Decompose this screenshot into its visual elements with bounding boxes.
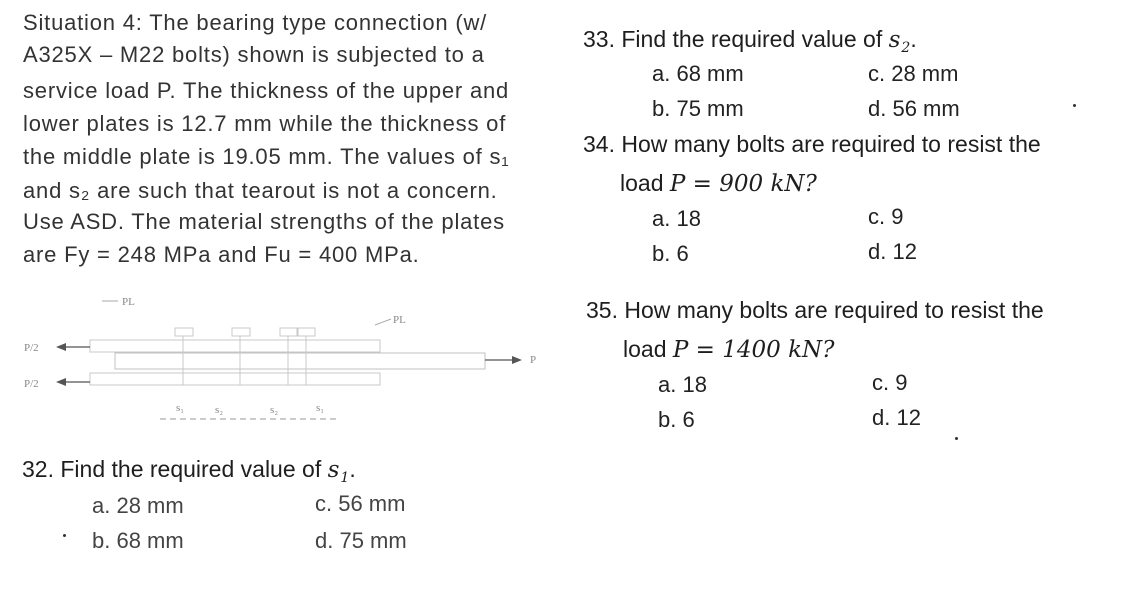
bolt-heads (175, 328, 315, 385)
situation-line-8: are Fy = 248 MPa and Fu = 400 MPa. (23, 242, 420, 267)
math-symbol: s (327, 457, 340, 483)
question-35-stem-line-2 (623, 338, 834, 362)
situation-line-3: service load P. The thickness of the upper and (23, 78, 510, 103)
spacing-label-s2-right: s₂ (270, 404, 279, 416)
question-number: 33. (583, 26, 615, 52)
spacing-dimensions (160, 402, 340, 419)
situation-line-1: Situation 4: The bearing type connection (w/ (23, 10, 488, 35)
math-symbol: s (888, 27, 901, 53)
question-33-stem (583, 26, 917, 56)
spacing-label-s1-left: s₁ (176, 402, 185, 414)
question-number: 34. (583, 131, 615, 157)
math-subscript: 2 (901, 40, 911, 56)
question-number: 35. (586, 297, 618, 323)
option-32-d[interactable]: d. 75 mm (315, 528, 407, 553)
scan-speck (1073, 104, 1076, 107)
option-35-c[interactable]: c. 9 (872, 370, 908, 395)
option-33-a[interactable]: a. 68 mm (652, 61, 744, 86)
question-text: Find the required value of (621, 26, 883, 52)
scan-speck (63, 534, 66, 537)
question-34-stem-line-2 (620, 172, 817, 196)
option-32-b[interactable]: b. 68 mm (92, 528, 184, 553)
question-34-stem-line-1 (583, 133, 1041, 156)
option-33-d[interactable]: d. 56 mm (868, 96, 960, 121)
question-32-stem (22, 456, 356, 486)
situation-line-4: lower plates is 12.7 mm while the thickness of (23, 111, 507, 136)
situation-line-7: Use ASD. The material strengths of the plates (23, 209, 505, 234)
question-tail: . (349, 456, 356, 482)
plate-middle (115, 353, 485, 369)
situation-line-5: the middle plate is 19.05 mm. The values of s₁ (23, 144, 510, 169)
math-expression: P = 900 kN? (669, 171, 817, 197)
question-text: Find the required value of (60, 456, 322, 482)
question-35-stem-line-1 (586, 299, 1044, 322)
situation-line-2: A325X – M22 bolts) shown is subjected to a (23, 42, 485, 67)
question-text-prefix: load (623, 336, 667, 362)
question-number: 32. (22, 456, 54, 482)
situation-line-6: and s₂ are such that tearout is not a concern. (23, 178, 498, 203)
option-32-c[interactable]: c. 56 mm (315, 491, 406, 516)
math-subscript: 1 (340, 470, 350, 486)
load-label-p-right: P (530, 354, 537, 366)
math-expression: P = 1400 kN? (672, 337, 835, 363)
spacing-label-s2-left: s₂ (215, 404, 224, 416)
question-tail: . (910, 26, 917, 52)
option-35-d[interactable]: d. 12 (872, 405, 921, 430)
option-35-b[interactable]: b. 6 (658, 407, 695, 432)
spacing-label-s1-right: s₁ (316, 402, 325, 414)
option-34-c[interactable]: c. 9 (868, 204, 904, 229)
question-text: How many bolts are required to resist the (621, 131, 1041, 157)
figure-label-pl-top-right: PL (393, 314, 406, 326)
option-33-b[interactable]: b. 75 mm (652, 96, 744, 121)
load-label-p2-bottom: P/2 (24, 378, 39, 390)
plate-lower (90, 373, 380, 385)
scan-speck (955, 437, 958, 440)
option-34-a[interactable]: a. 18 (652, 206, 701, 231)
bolted-connection-figure (10, 285, 555, 440)
question-text: How many bolts are required to resist the (624, 297, 1044, 323)
option-33-c[interactable]: c. 28 mm (868, 61, 959, 86)
load-label-p2-top: P/2 (24, 342, 39, 354)
option-35-a[interactable]: a. 18 (658, 372, 707, 397)
plate-upper (90, 340, 380, 352)
option-34-d[interactable]: d. 12 (868, 239, 917, 264)
question-text-prefix: load (620, 170, 664, 196)
option-32-a[interactable]: a. 28 mm (92, 493, 184, 518)
option-34-b[interactable]: b. 6 (652, 241, 689, 266)
figure-label-pl-top-left: PL (122, 296, 135, 308)
